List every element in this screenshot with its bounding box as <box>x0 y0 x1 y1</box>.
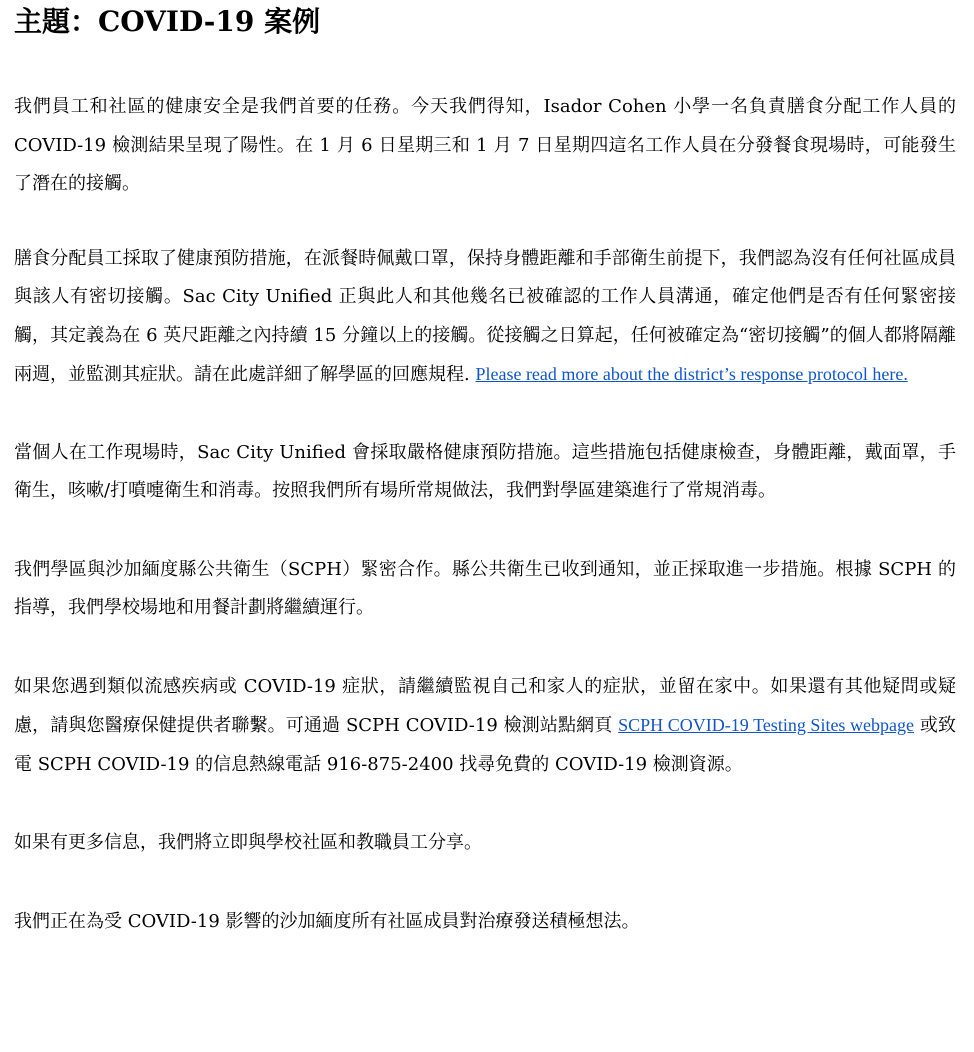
paragraph-text: 我們員工和社區的健康安全是我們首要的任務。今天我們得知，Isador Cohen 小學一名負責膳食分配工作人員的 COVID-19 檢測結果呈現了陽性。在 1 月 6 日星期三和 1 月 7 日星期四這名工作人員在分發餐食現場時，可能發生了潛在的接觸。 <box>14 96 956 194</box>
paragraph-text: 膳食分配員工採取了健康預防措施，在派餐時佩戴口罩，保持身體距離和手部衛生前提下，我們認為沒有任何社區成員與該人有密切接觸。Sac City Unified 正與此人和其他幾名已被確認的工作人員溝通，確定他們是否有任何緊密接觸，其定義為在 6 英尺距離之內持續 15 分鐘以上的接觸。從接觸之日算起，任何被確定為“密切接觸”的個人都將隔離兩週，並監測其症狀。請在此處詳細了解學區的回應規程. <box>14 247 956 385</box>
paragraph-precautions <box>14 240 956 395</box>
testing-sites-link[interactable]: SCPH COVID-19 Testing Sites webpage <box>618 715 915 735</box>
paragraph-text: 我們學區與沙加緬度縣公共衛生（SCPH）緊密合作。縣公共衛生已收到通知，並正採取進一步措施。根據 SCPH 的指導，我們學校場地和用餐計劃將繼續運行。 <box>14 558 956 618</box>
paragraph-case-notice <box>14 88 956 204</box>
paragraph-text: 當個人在工作現場時，Sac City Unified 會採取嚴格健康預防措施。這些措施包括健康檢查，身體距離，戴面罩，手衛生，咳嗽/打噴嚏衛生和消毒。按照我們所有場所常規做法，我們對學區建築進行了常規消毒。 <box>14 441 956 501</box>
paragraph-updates <box>14 824 956 863</box>
paragraph-symptoms-testing <box>14 668 956 785</box>
paragraph-health-measures <box>14 434 956 511</box>
paragraph-scph-cooperation <box>14 551 956 628</box>
paragraph-text: 或致電 SCPH COVID-19 的信息熱線電話 916-875-2400 找尋免費的 COVID-19 檢測資源。 <box>14 715 956 775</box>
paragraph-text: 如果您遇到類似流感疾病或 COVID-19 症狀，請繼續監視自己和家人的症狀，並留在家中。如果還有其他疑問或疑慮，請與您醫療保健提供者聯繫。可通過 SCPH COVID-19 檢測站點網頁 <box>14 675 956 736</box>
document-title: 主題：COVID-19 案例 <box>14 5 321 38</box>
paragraph-closing <box>14 903 956 942</box>
paragraph-text: 我們正在為受 COVID-19 影響的沙加緬度所有社區成員對治療發送積極想法。 <box>14 910 640 932</box>
response-protocol-link[interactable]: Please read more about the district’s response protocol here. <box>475 364 908 384</box>
paragraph-text: 如果有更多信息，我們將立即與學校社區和教職員工分享。 <box>14 832 482 853</box>
